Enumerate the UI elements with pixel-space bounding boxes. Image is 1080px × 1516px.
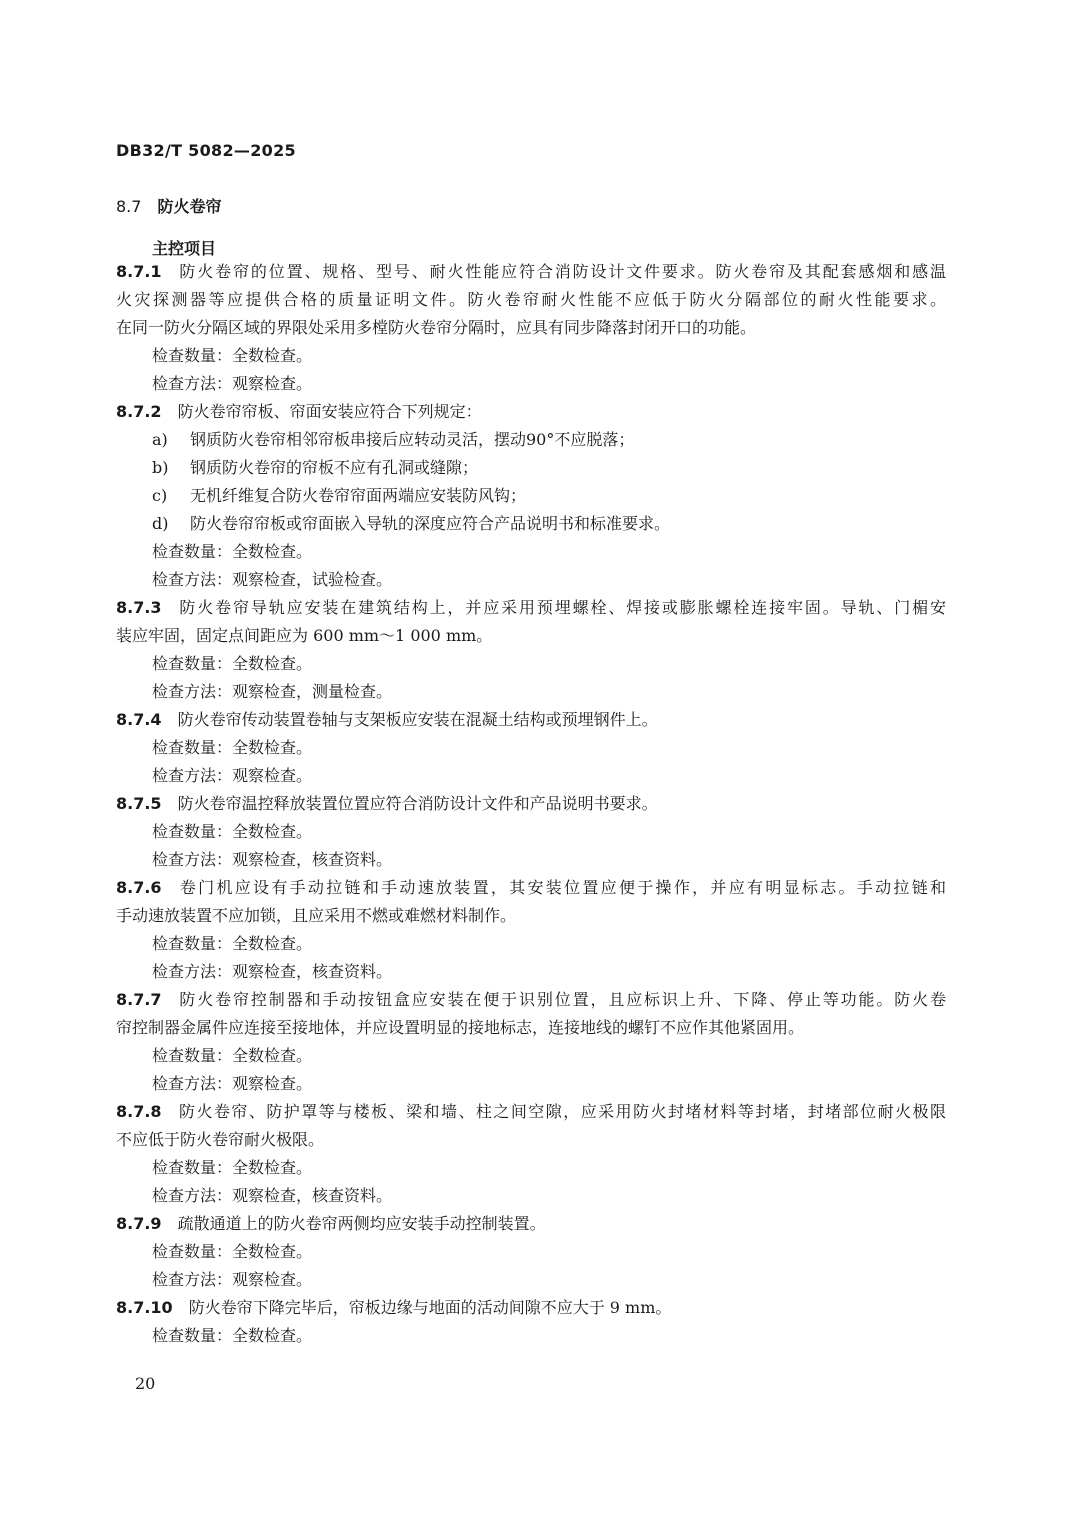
clause-8-7-9-line-1 (116, 1214, 946, 1234)
check-quantity: 检查数量：全数检查。 (152, 654, 313, 673)
section-title: 防火卷帘 (157, 197, 222, 216)
clause-text: 防火卷帘温控释放装置位置应符合消防设计文件和产品说明书要求。 (177, 794, 658, 813)
clause-8-7-6-line-2: 手动速放装置不应加锁，且应采用不燃或难燃材料制作。 (116, 906, 517, 925)
check-quantity: 检查数量：全数检查。 (152, 1242, 313, 1261)
clause-8-7-1-line-1 (116, 262, 946, 282)
check-quantity: 检查数量：全数检查。 (152, 346, 313, 365)
list-item (152, 458, 946, 478)
clause-8-7-8-line-2: 不应低于防火卷帘耐火极限。 (116, 1130, 325, 1149)
check-quantity: 检查数量：全数检查。 (152, 1046, 313, 1065)
clause-text: 防火卷帘、防护罩等与楼板、梁和墙、柱之间空隙，应采用防火封堵材料等封堵，封堵部位耐火极限 (177, 1102, 946, 1121)
list-item-text: 钢质防火卷帘的帘板不应有孔洞或缝隙； (190, 458, 479, 477)
list-item-text: 钢质防火卷帘相邻帘板串接后应转动灵活，摆动90°不应脱落； (190, 430, 635, 449)
section-number: 8.7 (116, 197, 142, 216)
list-item (152, 430, 946, 450)
clause-8-7-7-line-2: 帘控制器金属件应连接至接地体，并应设置明显的接地标志，连接地线的螺钉不应作其他紧固用。 (116, 1018, 805, 1037)
clause-8-7-5-line-1 (116, 794, 946, 814)
subheading-main-control-items: 主控项目 (152, 239, 217, 258)
check-quantity: 检查数量：全数检查。 (152, 738, 313, 757)
check-method: 检查方法：观察检查，核查资料。 (152, 962, 393, 981)
clause-text: 防火卷帘帘板、帘面安装应符合下列规定： (177, 402, 482, 421)
check-method: 检查方法：观察检查，测量检查。 (152, 682, 393, 701)
clause-8-7-1-line-2: 火灾探测器等应提供合格的质量证明文件。防火卷帘耐火性能不应低于防火分隔部位的耐火性能要求。 (116, 290, 946, 309)
clause-8-7-1-line-3: 在同一防火分隔区域的界限处采用多樘防火卷帘分隔时，应具有同步降落封闭开口的功能。 (116, 318, 757, 337)
clause-text: 防火卷帘传动装置卷轴与支架板应安装在混凝土结构或预埋钢件上。 (177, 710, 658, 729)
check-quantity: 检查数量：全数检查。 (152, 934, 313, 953)
clause-number: 8.7.1 (116, 262, 162, 281)
clause-8-7-8-line-1 (116, 1102, 946, 1122)
clause-8-7-7-line-1 (116, 990, 946, 1010)
check-method: 检查方法：观察检查，核查资料。 (152, 1186, 393, 1205)
list-item-text: 无机纤维复合防火卷帘帘面两端应安装防风钩； (190, 486, 527, 505)
clause-number: 8.7.5 (116, 794, 162, 813)
clause-text: 防火卷帘的位置、规格、型号、耐火性能应符合消防设计文件要求。防火卷帘及其配套感烟和感温 (177, 262, 946, 281)
check-method: 检查方法：观察检查。 (152, 1270, 313, 1289)
clause-text: 防火卷帘下降完毕后，帘板边缘与地面的活动间隙不应大于 9 mm。 (188, 1298, 672, 1317)
clause-8-7-10-line-1 (116, 1298, 946, 1318)
clause-text: 卷门机应设有手动拉链和手动速放装置，其安装位置应便于操作，并应有明显标志。手动拉链和 (177, 878, 946, 897)
clause-number: 8.7.10 (116, 1298, 173, 1317)
check-quantity: 检查数量：全数检查。 (152, 542, 313, 561)
clause-text: 疏散通道上的防火卷帘两侧均应安装手动控制装置。 (177, 1214, 546, 1233)
list-marker: d) (152, 514, 169, 533)
clause-number: 8.7.7 (116, 990, 162, 1009)
list-item-text: 防火卷帘帘板或帘面嵌入导轨的深度应符合产品说明书和标准要求。 (190, 514, 671, 533)
clause-number: 8.7.6 (116, 878, 162, 897)
list-marker: b) (152, 458, 169, 477)
check-method: 检查方法：观察检查。 (152, 766, 313, 785)
check-method: 检查方法：观察检查。 (152, 1074, 313, 1093)
check-method: 检查方法：观察检查，核查资料。 (152, 850, 393, 869)
clause-number: 8.7.3 (116, 598, 162, 617)
clause-number: 8.7.9 (116, 1214, 162, 1233)
section-heading (116, 194, 221, 217)
check-quantity: 检查数量：全数检查。 (152, 822, 313, 841)
list-marker: c) (152, 486, 168, 505)
clause-8-7-2-line-1 (116, 402, 946, 422)
check-method: 检查方法：观察检查。 (152, 374, 313, 393)
list-item (152, 514, 946, 534)
page-number: 20 (135, 1374, 156, 1393)
check-quantity: 检查数量：全数检查。 (152, 1158, 313, 1177)
clause-number: 8.7.8 (116, 1102, 162, 1121)
list-item (152, 486, 946, 506)
list-marker: a) (152, 430, 168, 449)
check-method: 检查方法：观察检查，试验检查。 (152, 570, 393, 589)
clause-8-7-3-line-2: 装应牢固，固定点间距应为 600 mm～1 000 mm。 (116, 626, 493, 645)
clause-8-7-6-line-1 (116, 878, 946, 898)
clause-8-7-3-line-1 (116, 598, 946, 618)
clause-8-7-4-line-1 (116, 710, 946, 730)
clause-number: 8.7.2 (116, 402, 162, 421)
clause-text: 防火卷帘导轨应安装在建筑结构上，并应采用预埋螺栓、焊接或膨胀螺栓连接牢固。导轨、门楣安 (177, 598, 946, 617)
document-code: DB32/T 5082—2025 (116, 141, 296, 160)
check-quantity: 检查数量：全数检查。 (152, 1326, 313, 1345)
clause-number: 8.7.4 (116, 710, 162, 729)
clause-text: 防火卷帘控制器和手动按钮盒应安装在便于识别位置，且应标识上升、下降、停止等功能。防火卷 (177, 990, 946, 1009)
